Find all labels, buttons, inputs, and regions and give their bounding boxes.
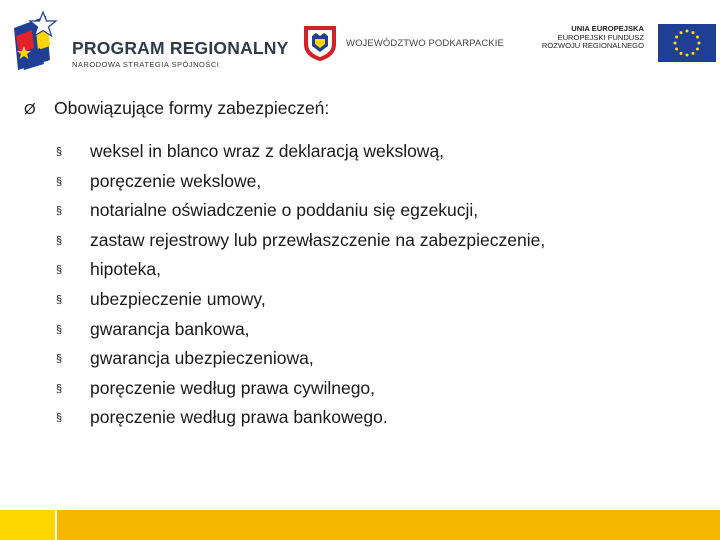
coat-of-arms-icon	[302, 24, 338, 62]
program-title: PROGRAM REGIONALNY	[72, 38, 289, 58]
section-sign-bullet-icon: §	[56, 412, 63, 425]
footer-band	[57, 510, 720, 540]
list-item-text: notarialne oświadczenie o poddaniu się egzekucji,	[90, 200, 479, 221]
arrow-bullet-icon: Ø	[24, 101, 36, 118]
list-item-text: poręczenie według prawa bankowego.	[90, 407, 388, 428]
star-flag-icon	[10, 8, 68, 74]
list-item	[56, 318, 545, 348]
section-sign-bullet-icon: §	[56, 293, 63, 306]
section-sign-bullet-icon: §	[56, 264, 63, 277]
list-item	[56, 258, 545, 288]
section-sign-bullet-icon: §	[56, 175, 63, 188]
list-item	[56, 377, 545, 407]
security-forms-list	[56, 140, 545, 436]
list-item	[56, 170, 545, 200]
eu-line-2: EUROPEJSKI FUNDUSZ	[557, 32, 644, 42]
eu-line-3: ROZWOJU REGIONALNEGO	[541, 41, 644, 51]
list-item-text: hipoteka,	[90, 259, 162, 280]
voivodeship-name: WOJEWÓDZTWO PODKARPACKIE	[346, 38, 504, 49]
list-item-text: weksel in blanco wraz z deklaracją wekslową,	[90, 141, 445, 161]
list-item	[56, 288, 545, 318]
section-sign-bullet-icon: §	[56, 323, 63, 336]
list-item-text: ubezpieczenie umowy,	[90, 288, 266, 309]
eu-line-1: UNIA EUROPEJSKA	[571, 24, 644, 33]
section-sign-bullet-icon: §	[56, 205, 63, 218]
heading-text: Obowiązujące formy zabezpieczeń:	[54, 98, 330, 118]
eu-logo	[540, 24, 716, 64]
eu-flag-icon	[658, 24, 716, 62]
footer-accent-block	[0, 510, 55, 540]
eu-logo-text	[542, 25, 644, 51]
section-sign-bullet-icon: §	[56, 353, 63, 366]
list-item	[56, 406, 545, 436]
program-subtitle: NARODOWA STRATEGIA SPÓJNOŚCI	[72, 60, 220, 69]
list-item	[56, 229, 545, 259]
list-item-text: poręczenie według prawa cywilnego,	[90, 377, 376, 398]
list-item	[56, 347, 545, 377]
list-item	[56, 140, 545, 170]
section-heading	[24, 98, 329, 119]
section-sign-bullet-icon: §	[56, 234, 63, 247]
list-item-text: gwarancja bankowa,	[90, 318, 250, 339]
list-item	[56, 199, 545, 229]
section-sign-bullet-icon: §	[56, 382, 63, 395]
program-regionalny-logo	[10, 8, 289, 76]
list-item-text: gwarancja ubezpieczeniowa,	[90, 348, 314, 369]
list-item-text: poręczenie wekslowe,	[90, 170, 262, 191]
section-sign-bullet-icon: §	[56, 146, 63, 158]
list-item-text: zastaw rejestrowy lub przewłaszczenie na zabezpieczenie,	[90, 229, 546, 250]
